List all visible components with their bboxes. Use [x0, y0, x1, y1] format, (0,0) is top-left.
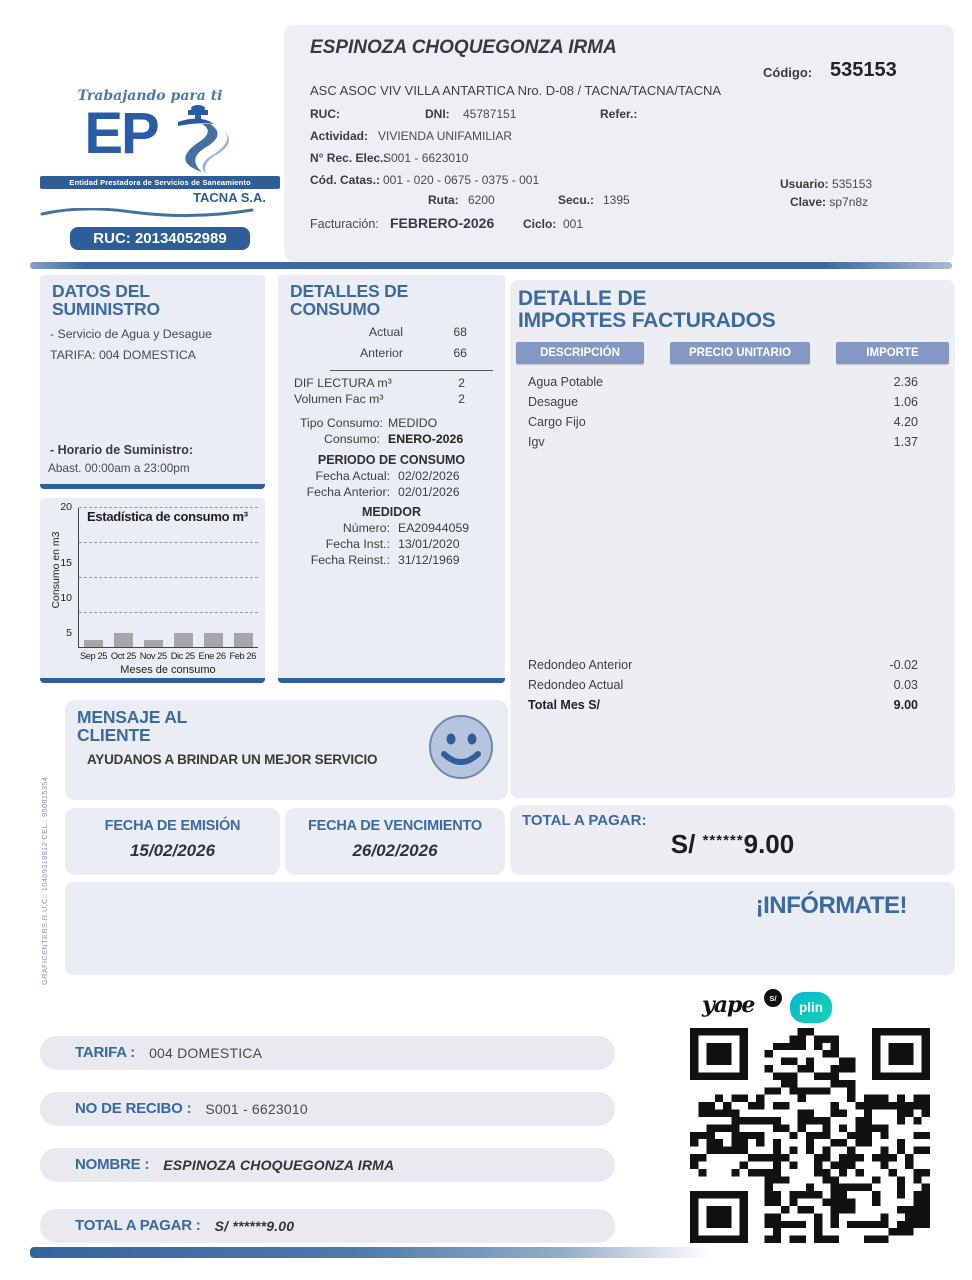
yape-wordmark: yape	[702, 992, 755, 1018]
ruta-label: Ruta:	[428, 193, 459, 207]
mensaje-section	[65, 700, 508, 800]
chart-bar	[114, 633, 133, 647]
chart-x-axis-label: Meses de consumo	[120, 664, 216, 676]
chart-x-tick: Ene 26	[198, 651, 226, 661]
payment-row-label: TOTAL A PAGAR :	[75, 1217, 201, 1234]
usuario-label: Usuario:	[780, 177, 829, 191]
chart-bar	[234, 633, 253, 647]
importes-title-line1: DETALLE DE	[518, 287, 647, 310]
chart-x-tick: Feb 26	[229, 651, 257, 661]
fecha-reinst-value: 31/12/1969	[398, 553, 460, 567]
secu-value: 1395	[603, 193, 630, 207]
payment-row	[40, 1148, 615, 1181]
chart-title: Estadística de consumo m³	[87, 509, 248, 524]
faucet-water-icon	[158, 104, 236, 181]
anterior-value: 66	[453, 346, 467, 360]
row-importe: 2.36	[893, 375, 918, 389]
chart-bars	[79, 633, 258, 647]
fecha-actual-label: Fecha Actual:	[315, 469, 390, 483]
importes-table-header	[516, 342, 949, 364]
chart-x-ticks	[78, 651, 258, 661]
chart-gridline	[79, 542, 258, 543]
amount-value: 9.00	[743, 829, 795, 859]
total-a-pagar-label: TOTAL A PAGAR:	[522, 812, 647, 829]
row-importe: 9.00	[893, 698, 918, 712]
column-precio-unitario: PRECIO UNITARIO	[670, 342, 810, 364]
payment-row-value: S001 - 6623010	[205, 1100, 308, 1117]
dif-label: DIF LECTURA m³	[294, 376, 392, 390]
row-description: Cargo Fijo	[528, 415, 586, 429]
informate-text: ¡INFÓRMATE!	[755, 892, 907, 919]
row-importe: 4.20	[893, 415, 918, 429]
smiley-icon	[428, 714, 494, 785]
fecha-emision-box	[65, 808, 280, 875]
facturacion-value: FEBRERO-2026	[390, 215, 495, 231]
chart-x-tick: Oct 25	[110, 651, 136, 661]
suministro-title-line1: DATOS DEL	[52, 281, 150, 301]
ruta-value: 6200	[468, 193, 495, 207]
mensaje-body: AYUDANOS A BRINDAR UN MEJOR SERVICIO	[87, 752, 378, 767]
suministro-title-line2: SUMINISTRO	[52, 299, 160, 320]
chart-plot	[78, 508, 258, 648]
column-descripcion: DESCRIPCIÓN	[516, 342, 644, 364]
table-row	[528, 412, 918, 432]
catas-label: Cód. Catas.:	[310, 173, 381, 187]
consumo-title-line1: DETALLES DE	[290, 281, 409, 301]
horario-value: Abast. 00:00am a 23:00pm	[48, 461, 190, 475]
chart-bar	[84, 640, 103, 647]
codigo-value: 535153	[830, 59, 897, 81]
horario-label: - Horario de Suministro:	[50, 443, 194, 457]
eps-logo	[40, 88, 280, 250]
actual-value: 68	[453, 325, 467, 339]
row-description: Desague	[528, 395, 579, 409]
currency-symbol: S/	[670, 829, 703, 859]
row-description: Redondeo Actual	[528, 678, 624, 692]
logo-company: TACNA S.A.	[193, 190, 266, 205]
table-row	[528, 695, 918, 715]
fecha-vencimiento-box	[285, 808, 505, 875]
masked-digits: ******	[702, 832, 744, 849]
chart-bar	[204, 633, 223, 647]
chart-gridline	[79, 577, 258, 578]
consumo-mes-label: Consumo:	[324, 432, 381, 446]
fecha-emision-value: 15/02/2026	[129, 841, 216, 860]
consumption-chart	[40, 498, 265, 683]
plin-wordmark: plin	[799, 1000, 823, 1015]
row-description: Total Mes S/	[528, 698, 601, 712]
secu-label: Secu.:	[558, 193, 595, 207]
fecha-inst-label: Fecha Inst.:	[325, 537, 390, 551]
logo-brand-text: EP	[84, 101, 158, 166]
table-row	[528, 372, 918, 392]
chart-bar	[174, 633, 193, 647]
payment-row	[40, 1036, 615, 1069]
clave-label: Clave:	[790, 195, 827, 209]
importes-rows	[528, 372, 918, 452]
clave-value: sp7n8z	[829, 195, 869, 209]
fecha-emision-label: FECHA DE EMISIÓN	[104, 818, 241, 834]
row-importe: 1.06	[893, 395, 918, 409]
total-a-pagar-box	[510, 805, 955, 875]
ciclo-value: 001	[563, 217, 584, 231]
facturacion-label: Facturación:	[310, 217, 379, 231]
qr-code	[690, 1028, 930, 1243]
payment-row-label: NO DE RECIBO :	[75, 1100, 192, 1117]
chart-y-tick: 15	[60, 557, 72, 569]
yape-currency-badge-icon: S/	[764, 989, 782, 1007]
fecha-actual-value: 02/02/2026	[398, 469, 460, 483]
table-row	[528, 432, 918, 452]
payment-row-value: ESPINOZA CHOQUEGONZA IRMA	[163, 1156, 395, 1173]
logo-wave-icon	[40, 208, 270, 218]
payment-row-value: S/ ******9.00	[214, 1217, 295, 1234]
numero-value: EA20944059	[398, 521, 470, 535]
chart-y-tick: 10	[60, 592, 72, 604]
chart-gridline	[79, 612, 258, 613]
tipo-label: Tipo Consumo:	[300, 416, 383, 430]
table-row	[528, 675, 918, 695]
suministro-service: - Servicio de Agua y Desague	[50, 327, 213, 341]
catas-value: 001 - 020 - 0675 - 0375 - 001	[383, 173, 540, 187]
header-card	[285, 25, 953, 260]
chart-x-tick: Nov 25	[139, 651, 167, 661]
chart-x-tick: Dic 25	[170, 651, 195, 661]
actividad-label: Actividad:	[310, 129, 369, 143]
payment-row	[40, 1209, 615, 1242]
customer-address: ASC ASOC VIV VILLA ANTARTICA Nro. D-08 / TACNA/TACNA/TACNA	[310, 83, 722, 98]
dni-label: DNI:	[425, 107, 450, 121]
logo-tagline: Trabajando para ti	[77, 88, 223, 104]
table-row	[528, 655, 918, 675]
dni-value: 45787151	[463, 107, 517, 121]
fecha-anterior-label: Fecha Anterior:	[306, 485, 390, 499]
fecha-inst-value: 13/01/2020	[398, 537, 460, 551]
usuario-value: 535153	[832, 177, 873, 191]
importes-section	[510, 280, 955, 798]
row-importe: 1.37	[893, 435, 918, 449]
consumo-mes-value: ENERO-2026	[388, 432, 464, 446]
row-importe: 0.03	[893, 678, 918, 692]
consumo-section	[278, 275, 505, 683]
consumo-divider	[330, 370, 493, 371]
actividad-value: VIVIENDA UNIFAMILIAR	[378, 129, 513, 143]
periodo-title: PERIODO DE CONSUMO	[317, 453, 466, 467]
tipo-value: MEDIDO	[388, 416, 438, 430]
fecha-vencimiento-label: FECHA DE VENCIMIENTO	[307, 818, 483, 834]
row-description: Igv	[528, 435, 545, 449]
refer-label: Refer.:	[600, 107, 638, 121]
mensaje-title-line2: CLIENTE	[77, 725, 151, 746]
anterior-label: Anterior	[359, 346, 403, 360]
informate-section	[65, 882, 955, 975]
numero-label: Número:	[342, 521, 390, 535]
logo-ruc-band: RUC: 20134052989	[70, 227, 250, 250]
chart-y-tick: 5	[66, 627, 72, 639]
header-divider	[30, 262, 952, 269]
customer-name: ESPINOZA CHOQUEGONZA IRMA	[310, 37, 617, 58]
ciclo-label: Ciclo:	[523, 217, 557, 231]
row-description: Agua Potable	[528, 375, 604, 389]
fecha-reinst-label: Fecha Reinst.:	[310, 553, 390, 567]
chart-x-tick: Sep 25	[79, 651, 108, 661]
payment-row	[40, 1092, 615, 1125]
logo-subtitle-band: Entidad Prestadora de Servicios de Saneamiento	[40, 176, 280, 189]
chart-y-axis-label: Consumo en m3	[50, 531, 62, 609]
medidor-title: MEDIDOR	[361, 505, 422, 519]
total-a-pagar-amount	[510, 829, 955, 860]
payment-row-value: 004 DOMESTICA	[149, 1044, 263, 1061]
bottom-divider	[30, 1247, 950, 1258]
vol-label: Volumen Fac m³	[294, 392, 384, 406]
plin-logo	[790, 992, 832, 1023]
rec-elec-label: N° Rec. Elec.:	[310, 151, 388, 165]
fecha-vencimiento-value: 26/02/2026	[352, 841, 438, 860]
chart-y-tick-20: 20	[60, 501, 72, 513]
mensaje-title-line1: MENSAJE AL	[77, 707, 188, 727]
table-row	[528, 392, 918, 412]
vol-value: 2	[458, 392, 465, 406]
importes-title-line2: IMPORTES FACTURADOS	[518, 308, 776, 332]
row-description: Redondeo Anterior	[528, 658, 633, 672]
row-importe: -0.02	[889, 658, 918, 672]
payment-row-label: TARIFA :	[75, 1044, 136, 1061]
codigo-label: Código:	[763, 65, 813, 80]
chart-gridline	[79, 507, 258, 508]
suministro-tarifa: TARIFA: 004 DOMESTICA	[50, 348, 197, 362]
fecha-anterior-value: 02/01/2026	[398, 485, 460, 499]
ruc-label: RUC:	[310, 107, 340, 121]
yape-logo	[702, 992, 780, 1024]
suministro-section	[40, 275, 265, 489]
dif-value: 2	[458, 376, 465, 390]
rec-elec-value: S001 - 6623010	[383, 151, 469, 165]
actual-label: Actual	[368, 325, 403, 339]
chart-bar	[144, 640, 163, 647]
column-importe: IMPORTE	[836, 342, 949, 364]
printer-credit: GRAFICENTERS R.U.C.: 10409318812 CEL.: 950815354	[40, 776, 49, 985]
consumo-title-line2: CONSUMO	[290, 299, 380, 320]
payment-row-label: NOMBRE :	[75, 1156, 150, 1173]
importes-summary	[528, 655, 918, 715]
